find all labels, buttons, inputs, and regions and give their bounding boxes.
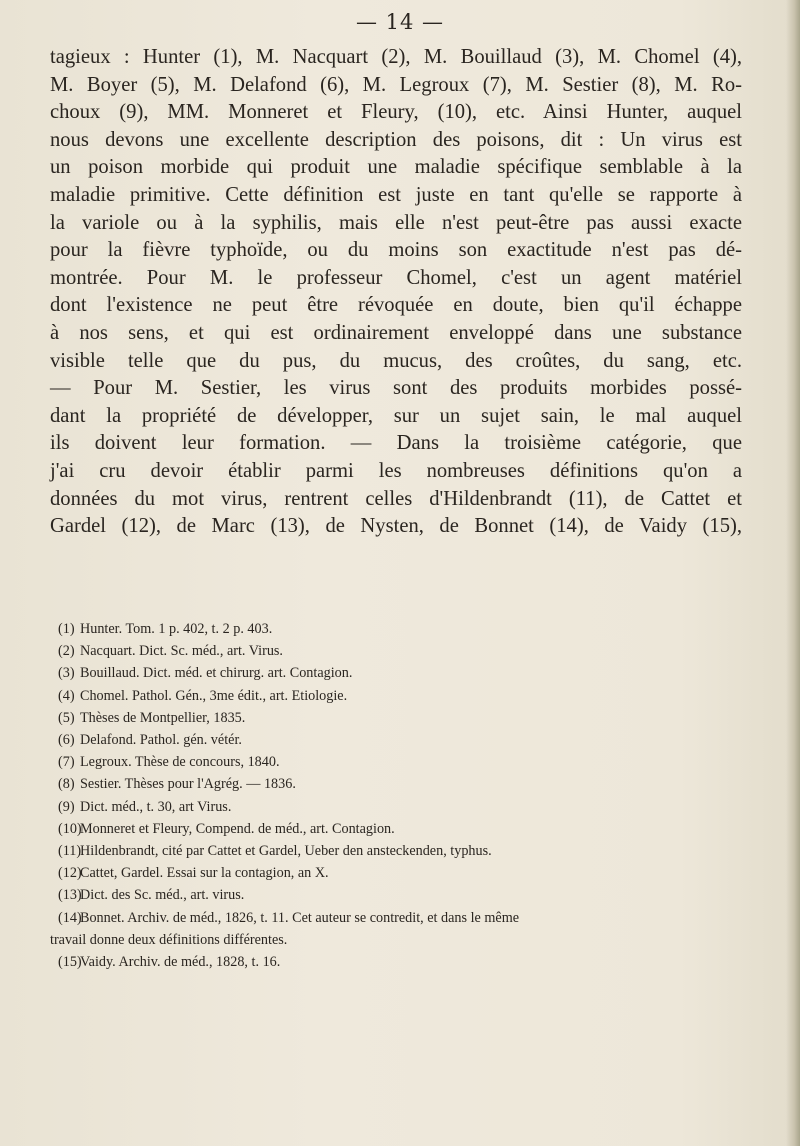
footnote-text: Dict. des Sc. méd., art. virus. [80,887,245,904]
body-line: choux (9), MM. Monneret et Fleury, (10), etc. Ainsi Hunter, auquel [50,101,742,124]
footnote-text: Chomel. Pathol. Gén., 3me édit., art. Etiologie. [80,687,348,704]
footnote-text: Bonnet. Archiv. de méd., 1826, t. 11. Cet auteur se contredit, et dans le même [80,909,520,926]
footnote [50,862,762,884]
body-line: visible telle que du pus, du mucus, des croûtes, du sang, etc. [50,349,742,372]
footnote-number: (2) [58,643,75,660]
footnote [50,840,762,862]
footnote-number: (4) [58,687,75,704]
footnote-number: (11) [58,843,82,860]
body-line: tagieux : Hunter (1), M. Nacquart (2), M. Bouillaud (3), M. Chomel (4), [50,46,742,68]
footnote-number: (1) [58,621,75,637]
body-line: pour la fièvre typhoïde, ou du moins son exactitude n'est pas dé- [50,239,742,262]
footnote [50,907,762,929]
body-line: Gardel (12), de Marc (13), de Nysten, de Bonnet (14), de Vaidy (15), [50,515,742,538]
footnote-text: travail donne deux définitions différentes. [50,931,288,948]
body-line: à nos sens, et qui est ordinairement enveloppé dans une substance [50,321,742,344]
footnote-text: Hildenbrandt, cité par Cattet et Gardel, Ueber den ansteckenden, typhus. [80,843,492,860]
footnote-number: (7) [58,754,75,771]
footnote [50,796,762,818]
footnote-number: (13) [58,887,82,904]
body-line: montrée. Pour M. le professeur Chomel, c'est un agent matériel [50,266,742,289]
footnote-number: (10) [58,820,82,837]
body-line: la variole ou à la syphilis, mais elle n'est peut-être pas aussi exacte [50,211,742,234]
footnote-text: Delafond. Pathol. gén. vétér. [80,732,242,749]
body-line: maladie primitive. Cette définition est juste en tant qu'elle se rapporte à [50,183,742,206]
body-line: un poison morbide qui produit une maladie spécifique semblable à la [50,156,742,179]
page-number: — 14 — [355,10,445,34]
footnote-text: Thèses de Montpellier, 1835. [80,709,246,726]
footnote-number: (5) [58,709,75,726]
footnote-text: Legroux. Thèse de concours, 1840. [80,754,280,771]
body-line: dant la propriété de développer, sur un sujet sain, le mal auquel [50,404,742,427]
body-line: nous devons une excellente description des poisons, dit : Un virus est [50,128,742,151]
footnote-text: Sestier. Thèses pour l'Agrég. — 1836. [80,776,296,793]
footnote [50,773,762,795]
footnote-text: Dict. méd., t. 30, art Virus. [80,798,232,815]
footnote [50,707,762,729]
body-line: dont l'existence ne peut être révoquée en doute, bien qu'il échappe [50,294,742,317]
footnote [50,751,762,773]
footnotes [50,618,762,973]
footnote [50,618,762,640]
footnote [50,951,762,973]
footnote [50,685,762,707]
body-line: j'ai cru devoir établir parmi les nombreuses définitions qu'on a [50,459,742,482]
footnote-continuation [50,929,762,951]
body-line: — Pour M. Sestier, les virus sont des produits morbides possé- [50,377,742,400]
body-line: M. Boyer (5), M. Delafond (6), M. Legroux (7), M. Sestier (8), M. Ro- [50,73,742,96]
footnote [50,818,762,840]
footnote-text: Cattet, Gardel. Essai sur la contagion, an X. [80,865,329,882]
footnote-number: (8) [58,776,75,793]
footnote [50,662,762,684]
footnote-text: Bouillaud. Dict. méd. et chirurg. art. Contagion. [80,665,353,682]
body-line: ils doivent leur formation. — Dans la troisième catégorie, que [50,432,742,455]
footnote [50,884,762,906]
footnote-number: (6) [58,732,75,749]
footnote-text: Vaidy. Archiv. de méd., 1828, t. 16. [80,954,281,971]
footnote-number: (15) [58,954,82,971]
footnote [50,640,762,662]
page-edge-shadow [786,0,800,1146]
footnote-text: Nacquart. Dict. Sc. méd., art. Virus. [80,643,283,660]
footnote [50,729,762,751]
footnote-text: Monneret et Fleury, Compend. de méd., art. Contagion. [80,820,395,837]
footnote-number: (12) [58,865,82,882]
body-line: données du mot virus, rentrent celles d'Hildenbrandt (11), de Cattet et [50,487,742,510]
footnote-text: Hunter. Tom. 1 p. 402, t. 2 p. 403. [80,621,273,637]
footnote-number: (14) [58,909,82,926]
main-paragraph [50,44,742,541]
footnote-number: (3) [58,665,75,682]
footnote-number: (9) [58,798,75,815]
